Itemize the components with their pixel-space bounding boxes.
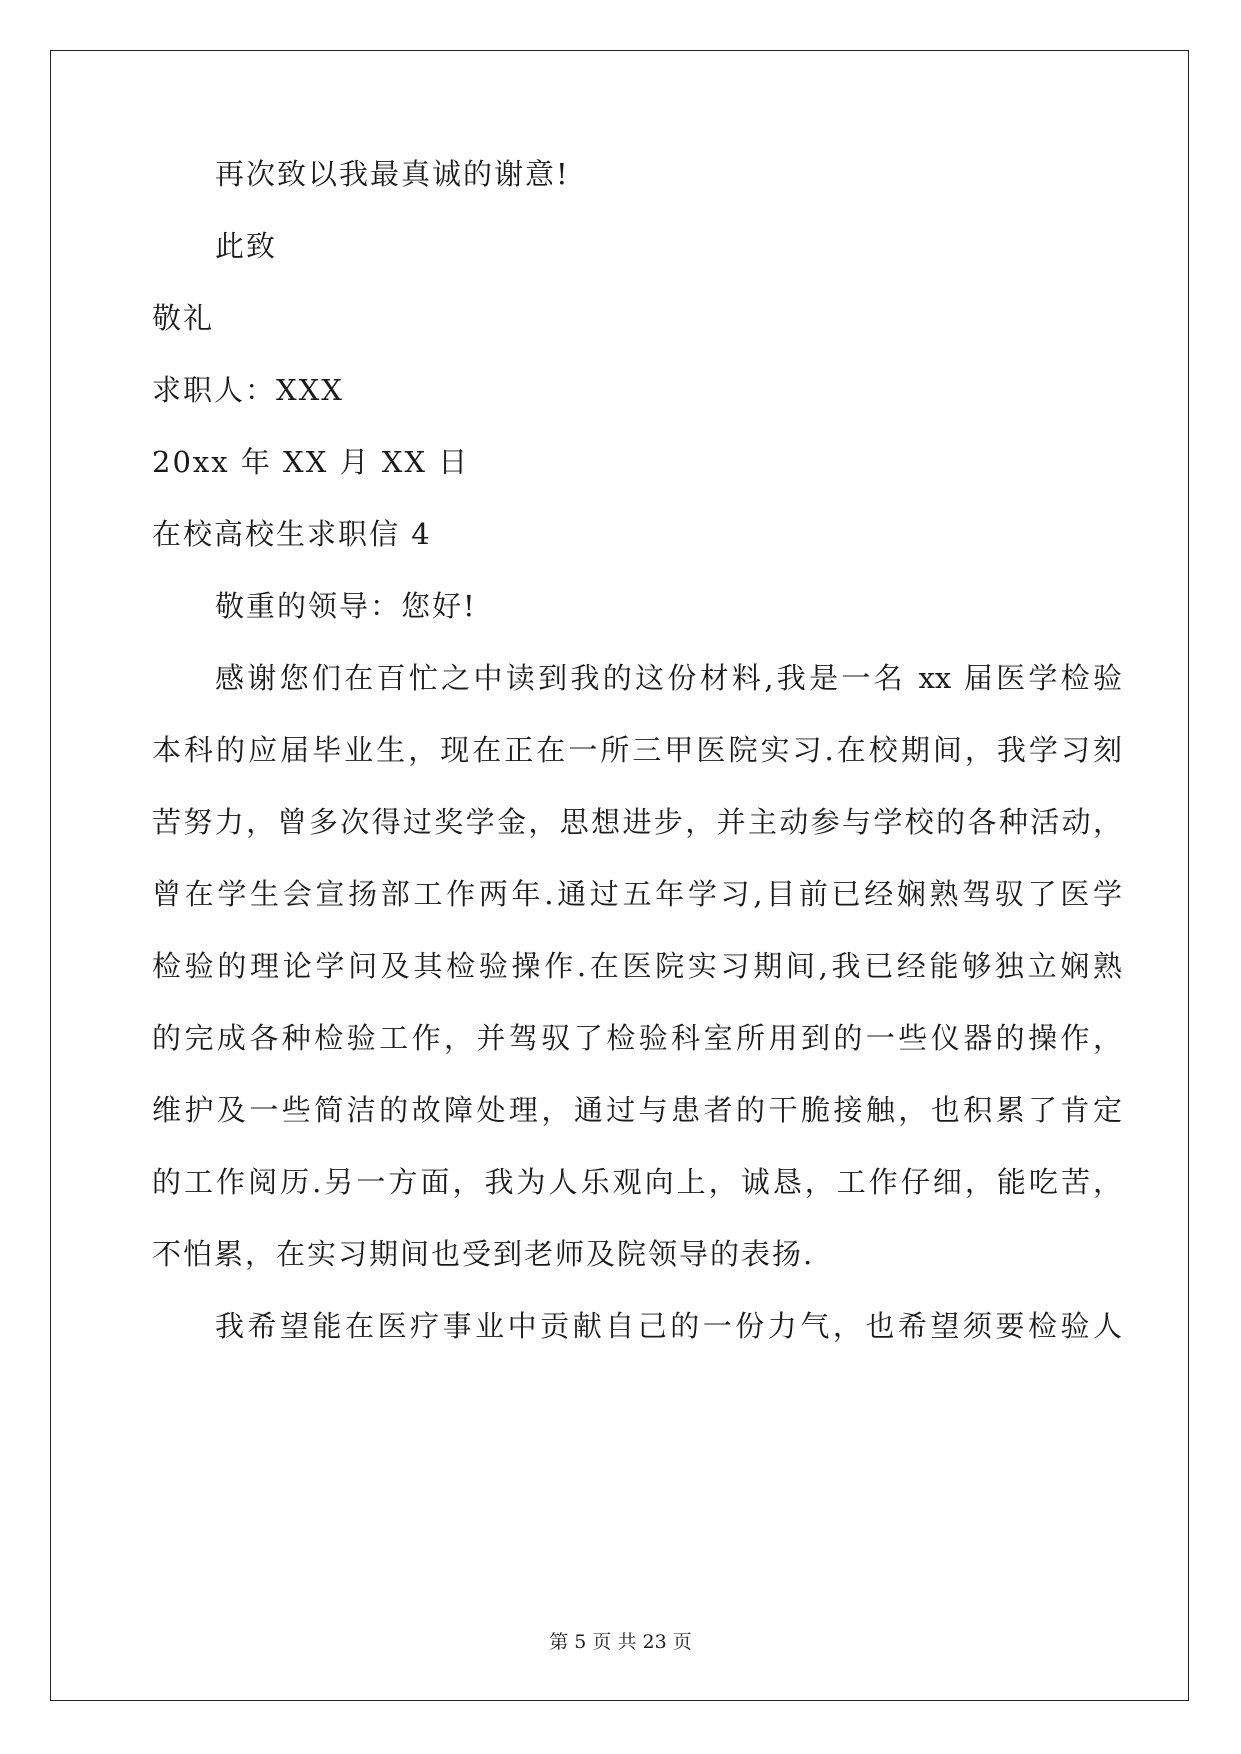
- closing-thanks: 再次致以我最真诚的谢意!: [215, 157, 570, 191]
- salutation-cizhi: 此致: [215, 229, 278, 263]
- letter-date: 20xx 年 XX 月 XX 日: [152, 445, 470, 479]
- paragraph-line: 我希望能在医疗事业中贡献自己的一份力气，也希望须要检验人: [215, 1309, 1122, 1343]
- salutation-jingli: 敬礼: [152, 301, 215, 335]
- paragraph-line: 曾在学生会宣扬部工作两年.通过五年学习,目前已经娴熟驾驭了医学: [152, 877, 1122, 911]
- paragraph-line: 的工作阅历.另一方面，我为人乐观向上，诚恳，工作仔细，能吃苦，: [152, 1165, 1122, 1199]
- paragraph-line: 检验的理论学问及其检验操作.在医院实习期间,我已经能够独立娴熟: [152, 949, 1122, 983]
- paragraph-line: 本科的应届毕业生，现在正在一所三甲医院实习.在校期间，我学习刻: [152, 733, 1122, 767]
- paragraph-line: 苦努力，曾多次得过奖学金，思想进步，并主动参与学校的各种活动，: [152, 805, 1122, 839]
- paragraph-line: 感谢您们在百忙之中读到我的这份材料,我是一名 xx 届医学检验: [215, 661, 1122, 695]
- paragraph-line: 不怕累，在实习期间也受到老师及院领导的表扬.: [152, 1237, 815, 1271]
- page-number-footer: 第 5 页 共 23 页: [549, 1631, 692, 1653]
- applicant-name: 求职人：XXX: [152, 373, 344, 407]
- paragraph-line: 的完成各种检验工作，并驾驭了检验科室所用到的一些仪器的操作，: [152, 1021, 1122, 1055]
- greeting: 敬重的领导：您好!: [215, 589, 477, 623]
- section-heading: 在校高校生求职信 4: [152, 517, 432, 551]
- paragraph-line: 维护及一些简洁的故障处理，通过与患者的干脆接触，也积累了肯定: [152, 1093, 1122, 1127]
